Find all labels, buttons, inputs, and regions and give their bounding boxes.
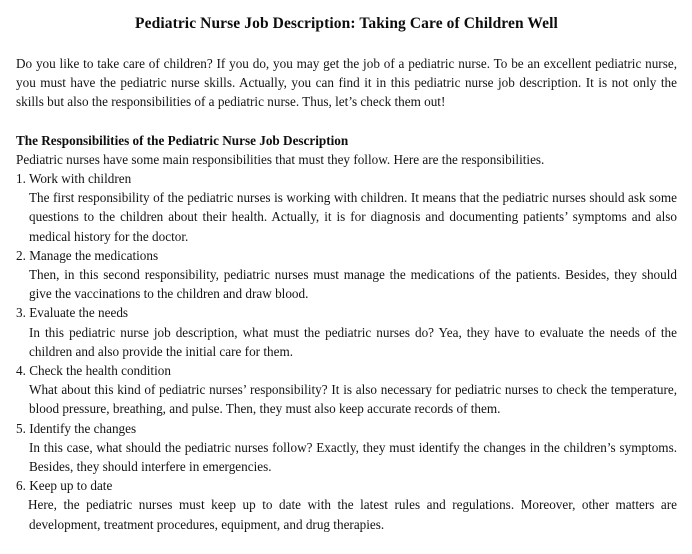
responsibility-body: What about this kind of pediatric nurses’ responsibility? It is also necessary for pediatric nurses to check the temperature, blood pressure, breathing, and pulse. Then, they must also keep accurate records of them.: [29, 382, 677, 417]
responsibility-title: 3. Evaluate the needs: [16, 305, 129, 321]
section-heading-responsibilities: The Responsibilities of the Pediatric Nurse Job Description: [16, 132, 349, 148]
responsibility-body: In this pediatric nurse job description, what must the pediatric nurses do? Yea, they have to evaluate the needs of the children and also provide the initial care for them.: [29, 324, 677, 359]
list-item: [16, 303, 677, 361]
page-title: Pediatric Nurse Job Description: Taking Care of Children Well: [135, 15, 558, 32]
responsibility-title: 5. Identify the changes: [16, 420, 137, 436]
responsibility-body: Here, the pediatric nurses must keep up to date with the latest rules and regulations. Moreover, other matters are development, treatment procedures, equipment, and drug therapies.: [28, 497, 677, 532]
responsibility-title: 2. Manage the medications: [16, 247, 159, 263]
list-item: [16, 169, 677, 246]
responsibility-body: In this case, what should the pediatric nurses follow? Exactly, they must identify the changes in the children’s symptoms. Besides, they should interfere in emergencies.: [29, 439, 677, 475]
list-item: [16, 361, 677, 419]
intro-paragraph: Do you like to take care of children? If you do, you may get the job of a pediatric nurse. To be an excellent pediatric nurse, you must have the pediatric nurse skills. Actually, you can find it in this pediatric nurse job description. It is not only the skills but also the responsibilities of a pediatric nurse. Thus, let’s check them out!: [16, 56, 677, 110]
responsibilities-lead-line: Pediatric nurses have some main responsibilities that must they follow. Here are the responsibilities.: [16, 151, 545, 167]
list-item: [16, 476, 677, 534]
responsibility-body: Then, in this second responsibility, pediatric nurses must manage the medications of the patients. Besides, they should give the vaccinations to the children and draw blood.: [29, 267, 677, 302]
list-item: [16, 246, 677, 304]
responsibility-title: 4. Check the health condition: [16, 363, 171, 379]
responsibility-title: 1. Work with children: [16, 171, 132, 187]
list-item: [16, 419, 677, 477]
responsibilities-list: [16, 169, 677, 534]
responsibility-body: The first responsibility of the pediatric nurses is working with children. It means that the pediatric nurses should ask some questions to the children about their health. Actually, it is for diagnosis and documenting patients’ symptoms and also medical history for the doctor.: [29, 190, 677, 244]
responsibility-title: 6. Keep up to date: [16, 478, 113, 494]
